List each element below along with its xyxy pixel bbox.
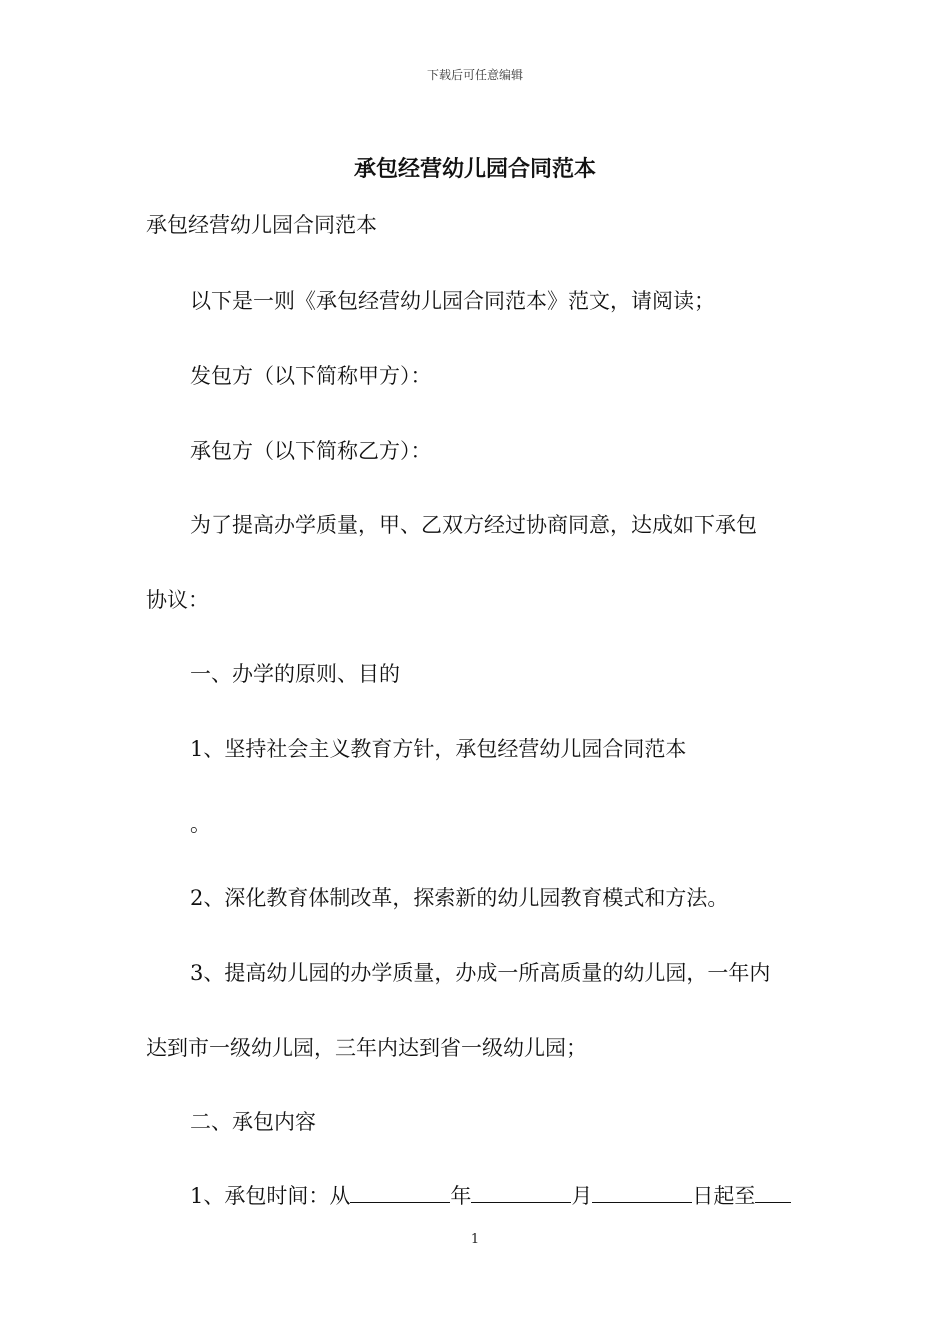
- preamble-line-1: 为了提高办学质量，甲、乙双方经过协商同意，达成如下承包: [190, 513, 757, 537]
- page-number: 1: [470, 1232, 480, 1247]
- clause-1-3-line-2: 达到市一级幼儿园，三年内达到省一级幼儿园；: [146, 1036, 587, 1060]
- party-a-line: 发包方（以下简称甲方）：: [190, 364, 432, 388]
- party-b-line: 承包方（以下简称乙方）：: [190, 439, 432, 463]
- clause-1-3-line-1: 3、提高幼儿园的办学质量，办成一所高质量的幼儿园，一年内: [190, 961, 771, 985]
- subtitle-line: 承包经营幼儿园合同范本: [146, 213, 377, 237]
- clause-1-1-end: 。: [190, 812, 211, 836]
- month-blank: [471, 1182, 571, 1203]
- section-2-heading: 二、承包内容: [190, 1110, 316, 1134]
- clause-1-1: 1、坚持社会主义教育方针，承包经营幼儿园合同范本: [190, 737, 687, 761]
- day-blank: [592, 1182, 692, 1203]
- term-day-label: 日起至: [692, 1184, 756, 1208]
- preamble-line-2: 协议：: [146, 588, 209, 612]
- clause-2-1-term: [190, 1182, 791, 1210]
- term-prefix: 1、承包时间：从: [190, 1184, 351, 1208]
- year-blank: [350, 1182, 450, 1203]
- section-1-heading: 一、办学的原则、目的: [190, 662, 400, 686]
- term-month-label: 月: [571, 1184, 593, 1208]
- end-date-blank: [755, 1182, 791, 1203]
- intro-paragraph: 以下是一则《承包经营幼儿园合同范本》范文，请阅读；: [190, 289, 715, 313]
- term-year-label: 年: [450, 1184, 472, 1208]
- clause-1-2: 2、深化教育体制改革，探索新的幼儿园教育模式和方法。: [190, 886, 729, 910]
- page-header-note: 下载后可任意编辑: [426, 68, 523, 82]
- document-title: 承包经营幼儿园合同范本: [353, 157, 596, 182]
